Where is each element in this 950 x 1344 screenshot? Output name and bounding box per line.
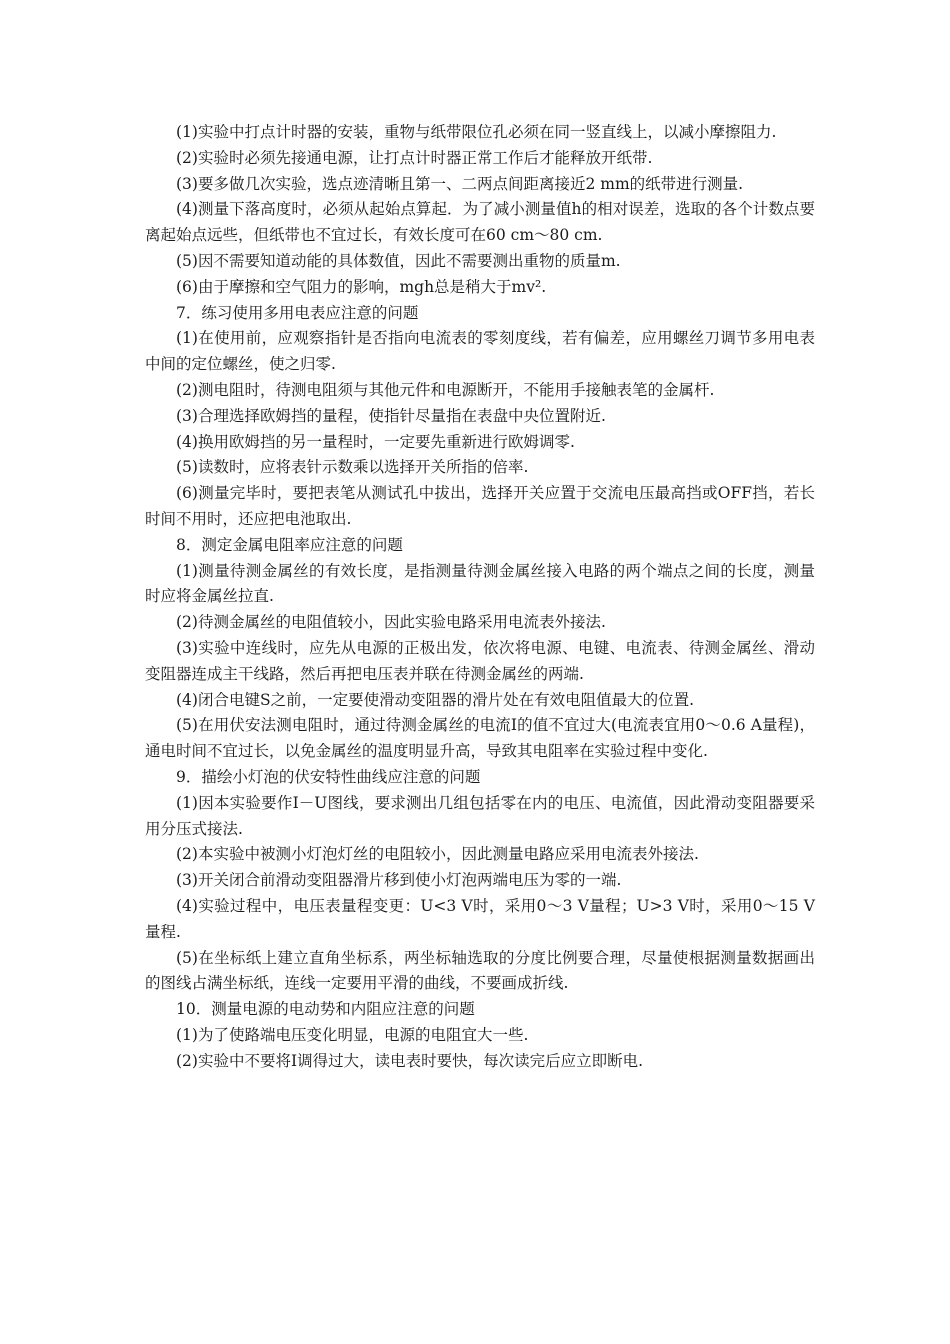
- section-heading: 9．描绘小灯泡的伏安特性曲线应注意的问题: [176, 767, 481, 786]
- paragraph: (4)实验过程中，电压表量程变更：U<3 V时，采用0～3 V量程；U>3 V时，采用0～15 V量程.: [145, 896, 815, 941]
- section-heading: 7．练习使用多用电表应注意的问题: [176, 303, 419, 322]
- paragraph: (4)换用欧姆挡的另一量程时，一定要先重新进行欧姆调零.: [176, 432, 575, 451]
- paragraph: (5)在用伏安法测电阻时，通过待测金属丝的电流I的值不宜过大(电流表宜用0～0.6 A量程)，通电时间不宜过长，以免金属丝的温度明显升高，导致其电阻率在实验过程中变化.: [145, 716, 815, 761]
- paragraph: (6)测量完毕时，要把表笔从测试孔中拔出，选择开关应置于交流电压最高挡或OFF挡，若长时间不用时，还应把电池取出.: [145, 484, 815, 528]
- paragraph: (2)本实验中被测小灯泡灯丝的电阻较小，因此测量电路应采用电流表外接法.: [176, 845, 699, 864]
- paragraph: (2)待测金属丝的电阻值较小，因此实验电路采用电流表外接法.: [176, 613, 606, 632]
- paragraph: (1)为了使路端电压变化明显，电源的电阻宜大一些.: [176, 1025, 529, 1044]
- paragraph: (1)在使用前，应观察指针是否指向电流表的零刻度线，若有偏差，应用螺丝刀调节多用电表中间的定位螺丝，使之归零.: [145, 329, 815, 374]
- section-heading: 10．测量电源的电动势和内阻应注意的问题: [176, 1000, 475, 1019]
- section-heading: 8．测定金属电阻率应注意的问题: [176, 535, 403, 554]
- paragraph: (1)因本实验要作I－U图线，要求测出几组包括零在内的电压、电流值，因此滑动变阻器要采用分压式接法.: [145, 793, 815, 838]
- paragraph: (3)实验中连线时，应先从电源的正极出发，依次将电源、电键、电流表、待测金属丝、滑动变阻器连成主干线路，然后再把电压表并联在待测金属丝的两端.: [145, 638, 815, 683]
- paragraph: (5)读数时，应将表针示数乘以选择开关所指的倍率.: [176, 458, 529, 477]
- document-body: [145, 120, 815, 1074]
- paragraph: (4)测量下落高度时，必须从起始点算起．为了减小测量值h的相对误差，选取的各个计数点要离起始点远些，但纸带也不宜过长，有效长度可在60 cm～80 cm.: [145, 200, 815, 245]
- paragraph: (2)实验时必须先接通电源，让打点计时器正常工作后才能释放开纸带.: [176, 148, 653, 167]
- paragraph: (2)实验中不要将I调得过大，读电表时要快，每次读完后应立即断电.: [176, 1051, 644, 1070]
- paragraph: (3)开关闭合前滑动变阻器滑片移到使小灯泡两端电压为零的一端.: [176, 871, 622, 890]
- paragraph: (1)测量待测金属丝的有效长度，是指测量待测金属丝接入电路的两个端点之间的长度，测量时应将金属丝拉直.: [145, 561, 815, 606]
- paragraph: (5)在坐标纸上建立直角坐标系，两坐标轴选取的分度比例要合理，尽量使根据测量数据画出的图线占满坐标纸，连线一定要用平滑的曲线，不要画成折线.: [145, 948, 815, 993]
- paragraph: (6)由于摩擦和空气阻力的影响，mgh总是稍大于mv².: [176, 277, 547, 296]
- paragraph: (3)要多做几次实验，选点迹清晰且第一、二两点间距离接近2 mm的纸带进行测量.: [176, 174, 744, 193]
- paragraph: (4)闭合电键S之前，一定要使滑动变阻器的滑片处在有效电阻值最大的位置.: [176, 690, 695, 709]
- paragraph: (3)合理选择欧姆挡的量程，使指针尽量指在表盘中央位置附近.: [176, 406, 606, 425]
- paragraph: (1)实验中打点计时器的安装，重物与纸带限位孔必须在同一竖直线上，以减小摩擦阻力.: [176, 123, 777, 141]
- paragraph: (5)因不需要知道动能的具体数值，因此不需要测出重物的质量m.: [176, 251, 621, 270]
- paragraph: (2)测电阻时，待测电阻须与其他元件和电源断开，不能用手接触表笔的金属杆.: [176, 380, 715, 399]
